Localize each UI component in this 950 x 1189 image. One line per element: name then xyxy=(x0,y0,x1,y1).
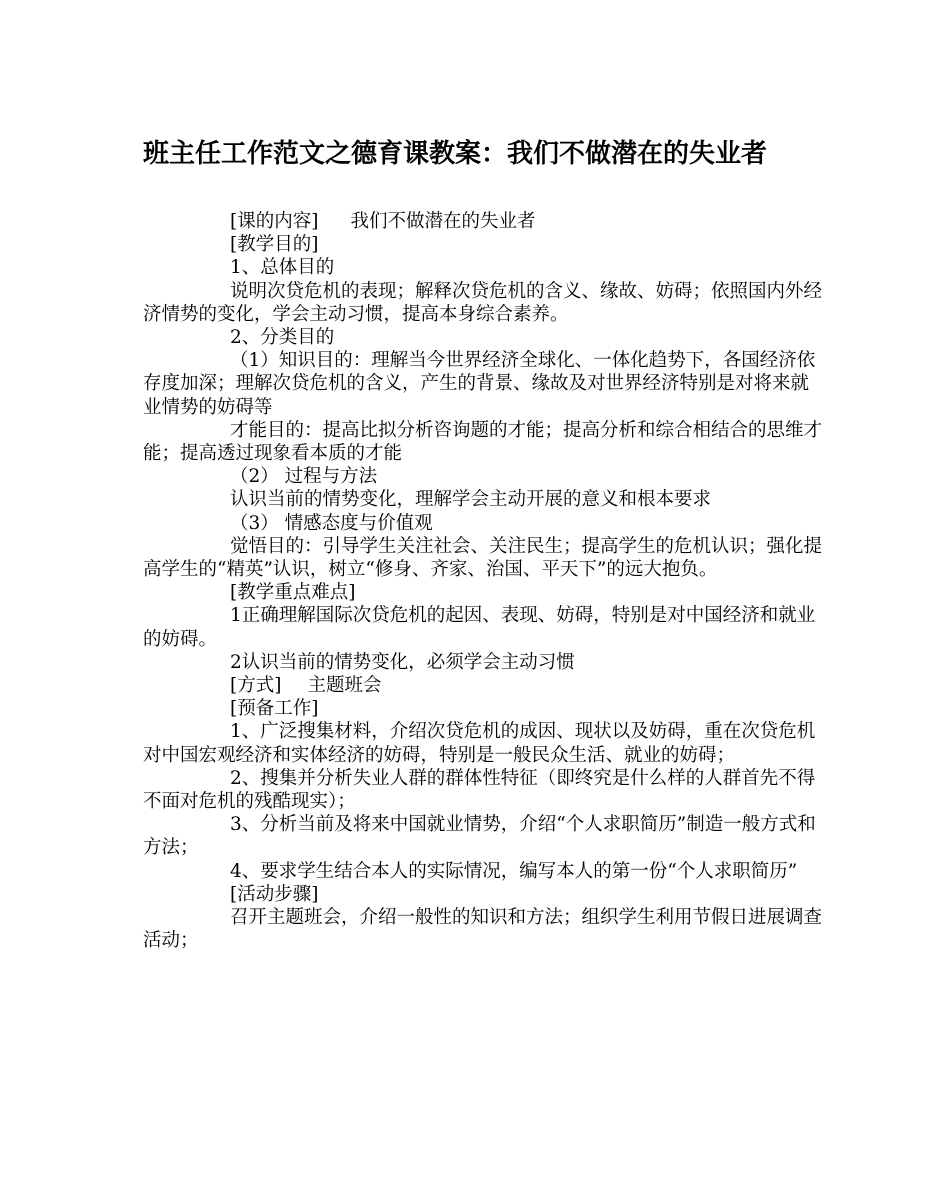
document-title: 班主任工作范文之德育课教案：我们不做潜在的失业者 xyxy=(143,139,768,169)
document-body xyxy=(143,210,823,953)
content-value: 我们不做潜在的失业者 xyxy=(350,211,536,232)
content-line xyxy=(143,210,823,233)
paragraph: 1、广泛搜集材料，介绍次贷危机的成因、现状以及妨碍，重在次贷危机对中国宏观经济和实体经济的妨碍，特别是一般民众生活、就业的妨碍； xyxy=(143,721,816,766)
paragraph: 3、分析当前及将来中国就业情势，介绍“个人求职简历”制造一般方式和方法； xyxy=(143,814,816,859)
content-label: [课的内容] xyxy=(230,211,319,232)
paragraph: 2、搜集并分析失业人群的群体性特征（即终究是什么样的人群首先不得不面对危机的残酷现实）； xyxy=(143,767,816,813)
paragraph: 说明次贷危机的表现；解释次贷危机的含义、缘故、妨碍；依照国内外经济情势的变化，学会主动习惯，提高本身综合素养。 xyxy=(143,280,823,325)
paragraph: [预备工作] xyxy=(230,698,319,720)
method-value: 主题班会 xyxy=(307,675,382,697)
paragraph: 认识当前的情势变化，理解学会主动开展的意义和根本要求 xyxy=(230,489,712,511)
method-label: [方式] xyxy=(230,675,282,697)
method-line xyxy=(143,674,823,697)
paragraph: 4、要求学生结合本人的实际情况，编写本人的第一份“个人求职简历” xyxy=(230,860,798,882)
paragraph: 2认识当前的情势变化，必须学会主动习惯 xyxy=(230,651,575,673)
paragraph: [活动步骤] xyxy=(230,883,319,905)
paragraph: [教学重点难点] xyxy=(230,582,356,604)
paragraph: （2） 过程与方法 xyxy=(230,466,378,488)
paragraph: 召开主题班会，介绍一般性的知识和方法；组织学生利用节假日进展调查活动； xyxy=(143,907,823,952)
paragraph: 觉悟目的：引导学生关注社会、关注民生；提高学生的危机认识；强化提高学生的“精英”认识，树立“修身、齐家、治国、平天下”的远大抱负。 xyxy=(143,535,823,581)
paragraph: 才能目的：提高比拟分析咨询题的才能；提高分析和综合相结合的思维才能；提高透过现象看本质的才能 xyxy=(143,419,823,465)
paragraph: 2、分类目的 xyxy=(230,327,335,349)
paragraph: （3） 情感态度与价值观 xyxy=(230,512,433,534)
paragraph: 1、总体目的 xyxy=(230,257,335,279)
paragraph: [教学目的] xyxy=(230,234,319,256)
paragraph: （1）知识目的：理解当今世界经济全球化、一体化趋势下，各国经济依存度加深；理解次贷危机的含义，产生的背景、缘故及对世界经济特别是对将来就业情势的妨碍等 xyxy=(143,350,816,418)
paragraph: 1正确理解国际次贷危机的起因、表现、妨碍，特别是对中国经济和就业的妨碍。 xyxy=(143,605,816,650)
